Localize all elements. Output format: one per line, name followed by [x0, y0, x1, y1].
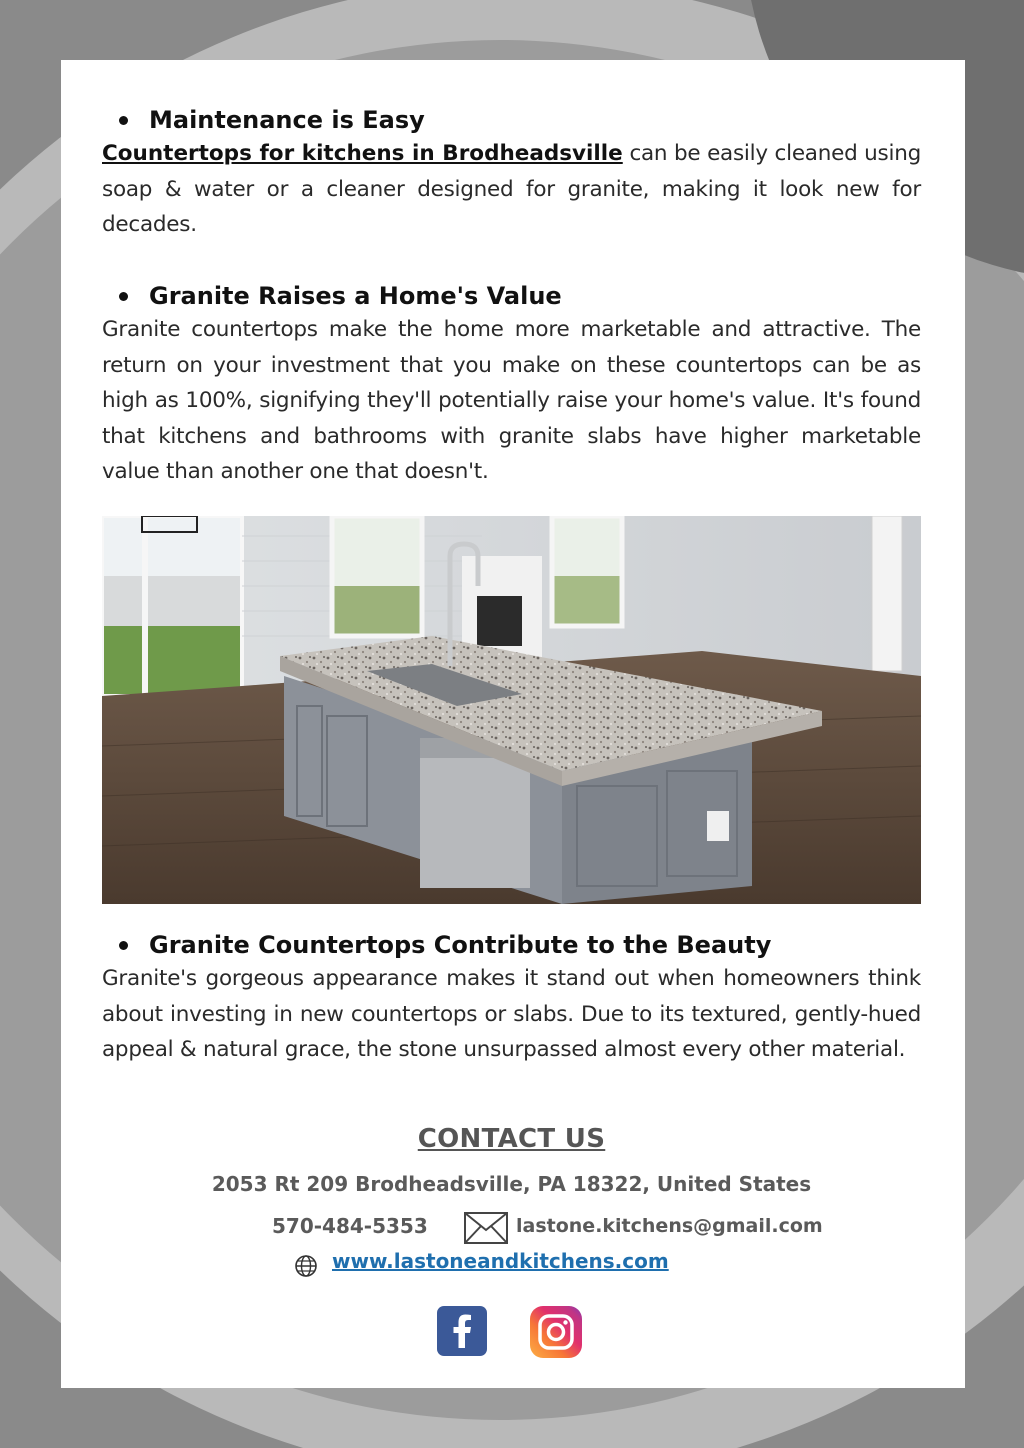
keyword-link[interactable]: Countertops for kitchens in Brodheadsville — [102, 141, 623, 166]
contact-section — [102, 1124, 921, 1154]
section-beauty — [102, 929, 921, 1068]
contact-email[interactable]: lastone.kitchens@gmail.com — [516, 1215, 823, 1237]
section-paragraph: Granite's gorgeous appearance makes it stand out when homeowners think about investing in new countertops or slabs. Due to its textured, gently-hued appeal & natural grace, the stone unsurpassed almost every other material. — [102, 966, 921, 1063]
contact-phone[interactable]: 570-484-5353 — [272, 1214, 428, 1238]
contact-title: CONTACT US — [417, 1124, 606, 1154]
globe-icon — [294, 1254, 318, 1283]
section-heading — [102, 929, 921, 961]
bullet-icon — [119, 941, 128, 950]
kitchen-island-photo — [102, 516, 921, 904]
instagram-icon[interactable] — [530, 1306, 582, 1363]
section-heading — [102, 104, 921, 136]
document-page — [61, 60, 965, 1388]
bullet-icon — [119, 292, 128, 301]
website-link[interactable]: www.lastoneandkitchens.com — [332, 1249, 669, 1273]
section-paragraph — [102, 136, 921, 243]
facebook-icon[interactable] — [437, 1306, 487, 1361]
heading-text: Maintenance is Easy — [149, 106, 425, 134]
section-home-value — [102, 280, 921, 490]
section-maintenance — [102, 104, 921, 243]
heading-text: Granite Countertops Contribute to the Beauty — [149, 931, 772, 959]
mail-icon — [464, 1212, 508, 1249]
section-paragraph: Granite countertops make the home more marketable and attractive. The return on your investment that you make on these countertops can be as high as 100%, signifying they'll potentially raise your home's value. It's found that kitchens and bathrooms with granite slabs have higher marketable value than another one that doesn't. — [102, 317, 921, 485]
contact-address: 2053 Rt 209 Brodheadsville, PA 18322, United States — [211, 1172, 812, 1196]
heading-text: Granite Raises a Home's Value — [149, 282, 562, 310]
section-heading — [102, 280, 921, 312]
paragraph-text: can be easily cleaned using soap & water or a cleaner designed for granite, making it look new for decades. — [102, 141, 921, 238]
bullet-icon — [119, 116, 128, 125]
